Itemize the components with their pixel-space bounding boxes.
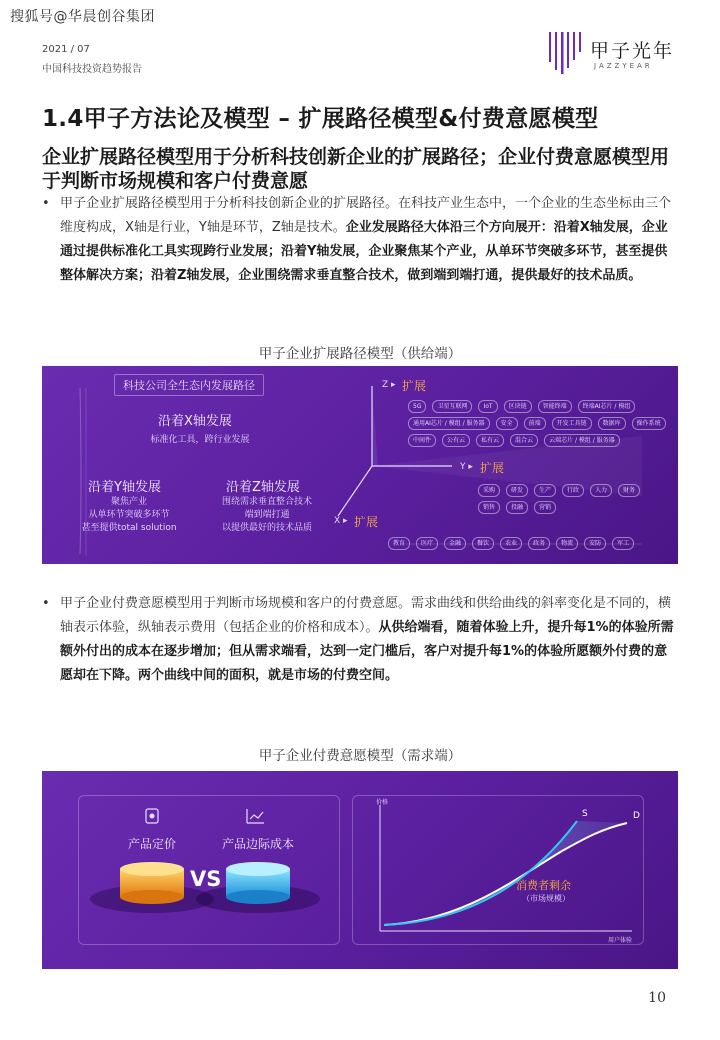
tech-chip: 教育 bbox=[388, 537, 410, 550]
tech-chip: 卫星互联网 bbox=[432, 400, 472, 413]
y-desc-line: 甚至提供total solution bbox=[81, 523, 177, 533]
y-desc-line: 从单环节突破多环节 bbox=[88, 510, 170, 520]
tech-chip: 智能终端 bbox=[538, 400, 572, 413]
y-axis-label: Y ▸ bbox=[460, 462, 473, 472]
bullet-text: 甲子企业扩展路径模型用于分析科技创新企业的扩展路径。在科技产业生态中，一个企业的生态坐标由三个维度构成，X轴是行业，Y轴是环节，Z轴是技术。 bbox=[60, 196, 672, 235]
tech-chip: 物流 bbox=[556, 537, 578, 550]
tech-chip: 开发工具链 bbox=[552, 417, 592, 430]
tech-chip: 安防 bbox=[584, 537, 606, 550]
tech-chip: 生产 bbox=[534, 484, 556, 497]
willingness-model-figure bbox=[42, 771, 678, 969]
tech-chip: 农业 bbox=[500, 537, 522, 550]
bullet-dot: • bbox=[42, 196, 50, 211]
tech-chip: 操作系统 bbox=[632, 417, 666, 430]
consumer-surplus-label: 消费者剩余 bbox=[516, 879, 571, 892]
tech-chip: 终端AI芯片 / 模组 bbox=[578, 400, 636, 413]
z-direction-title: 沿着Z轴发展 bbox=[226, 480, 300, 495]
tech-chip: 人力 bbox=[590, 484, 612, 497]
tech-chip: 数据库 bbox=[598, 417, 626, 430]
experience-axis-label: 用户体验 bbox=[608, 937, 633, 944]
tech-chip: 研发 bbox=[506, 484, 528, 497]
tech-chip: 投融 bbox=[506, 501, 528, 514]
logo-text-en: JAZZYEAR bbox=[594, 62, 653, 70]
tech-chip: 混合云 bbox=[510, 434, 538, 447]
tech-chip: 行政 bbox=[562, 484, 584, 497]
tech-chip: 中间件 bbox=[408, 434, 436, 447]
x-axis-label: X ▸ bbox=[334, 516, 348, 526]
bullet-willingness-model bbox=[42, 592, 674, 688]
z-axis-extend: 扩展 bbox=[402, 379, 427, 393]
tech-chip: 军工 bbox=[612, 537, 634, 550]
page-title: 1.4甲子方法论及模型 – 扩展路径模型&付费意愿模型 bbox=[42, 106, 599, 132]
figure-caption-expansion: 甲子企业扩展路径模型（供给端） bbox=[258, 346, 462, 362]
z-desc-line: 围绕需求垂直整合技术 bbox=[221, 497, 312, 507]
tech-chip: IoT bbox=[478, 400, 497, 413]
tech-chip: 财务 bbox=[618, 484, 640, 497]
y-direction-title: 沿着Y轴发展 bbox=[88, 480, 161, 495]
market-size-label: （市场规模） bbox=[522, 894, 570, 903]
z-desc-line: 端到端打通 bbox=[244, 510, 290, 520]
tech-chip: 5G bbox=[408, 400, 426, 413]
report-name: 中国科技投资趋势报告 bbox=[42, 64, 142, 75]
marginal-cost-label: 产品边际成本 bbox=[221, 837, 294, 851]
report-date: 2021 / 07 bbox=[42, 44, 90, 55]
supply-demand-chart bbox=[42, 771, 678, 969]
jazzyear-logo bbox=[548, 28, 688, 84]
z-direction-desc bbox=[202, 496, 332, 535]
bullet-dot: • bbox=[42, 596, 50, 611]
section-title: 科技公司全生态内发展路径 bbox=[114, 374, 264, 396]
z-desc-line: 以提供最好的技术品质 bbox=[221, 523, 312, 533]
tech-chip: 营销 bbox=[534, 501, 556, 514]
x-direction-desc: 标准化工具，跨行业发展 bbox=[150, 435, 250, 445]
tech-chip: 公有云 bbox=[442, 434, 470, 447]
logo-bars-icon bbox=[548, 30, 582, 74]
bullet-text-bold: 从供给端看，随着体验上升，提升每1%的体验所需额外付出的成本在逐步增加；但从需求端看，达到一定门槛后，客户对提升每1%的体验所愿额外付费的意愿却在下降。两个曲线中间的面积，就是市场的付费空间。 bbox=[60, 620, 674, 683]
y-desc-line: 聚焦产业 bbox=[110, 497, 147, 507]
tech-chip: 区块链 bbox=[504, 400, 532, 413]
expansion-model-figure bbox=[42, 366, 678, 564]
tech-chip: 金融 bbox=[444, 537, 466, 550]
bullet-text-bold: 企业发展路径大体沿三个方向展开：沿着X轴发展，企业通过提供标准化工具实现跨行业发展；沿着Y轴发展，企业聚焦某个产业，从单环节突破多环节，甚至提供整体解决方案；沿着Z轴发展，企业围绕需求垂直整合技术，做到端到端打通，提供最好的技术品质。 bbox=[60, 220, 668, 283]
x-axis-extend: 扩展 bbox=[354, 515, 379, 529]
demand-curve-label: D bbox=[633, 811, 640, 821]
tech-chip: 政务 bbox=[528, 537, 550, 550]
logo-text-cn: 甲子光年 bbox=[590, 40, 675, 62]
tech-chip: 私有云 bbox=[476, 434, 504, 447]
page-number: 10 bbox=[648, 990, 666, 1006]
tech-chip: 通用AI芯片 / 模组 / 服务器 bbox=[408, 417, 490, 430]
tech-chip: 销售 bbox=[478, 501, 500, 514]
y-axis-extend: 扩展 bbox=[480, 461, 505, 475]
tech-chip: 采购 bbox=[478, 484, 500, 497]
watermark: 搜狐号@华晨创谷集团 bbox=[10, 9, 155, 25]
tech-chip: 医疗 bbox=[416, 537, 438, 550]
tech-chip: 前端 bbox=[524, 417, 546, 430]
z-axis-label: Z ▸ bbox=[382, 380, 396, 390]
x-direction-title: 沿着X轴发展 bbox=[158, 414, 232, 429]
price-axis-label: 价格 bbox=[376, 799, 389, 806]
tech-chip: 云端芯片 / 模组 / 服务器 bbox=[544, 434, 620, 447]
supply-curve-label: S bbox=[582, 809, 588, 819]
y-direction-desc bbox=[64, 496, 194, 535]
bullet-expansion-model bbox=[42, 192, 674, 288]
product-pricing-label: 产品定价 bbox=[127, 837, 176, 851]
page-subtitle: 企业扩展路径模型用于分析科技创新企业的扩展路径；企业付费意愿模型用于判断市场规模和客户付费意愿 bbox=[42, 146, 670, 192]
vs-label: VS bbox=[190, 867, 222, 891]
bullet-text: 甲子企业付费意愿模型用于判断市场规模和客户的付费意愿。需求曲线和供给曲线的斜率变化是不同的，横轴表示体验，纵轴表示费用（包括企业的价格和成本）。 bbox=[60, 596, 672, 635]
tech-chip: 餐饮 bbox=[472, 537, 494, 550]
figure-caption-willingness: 甲子企业付费意愿模型（需求端） bbox=[258, 748, 462, 764]
tech-chip: 安全 bbox=[496, 417, 518, 430]
